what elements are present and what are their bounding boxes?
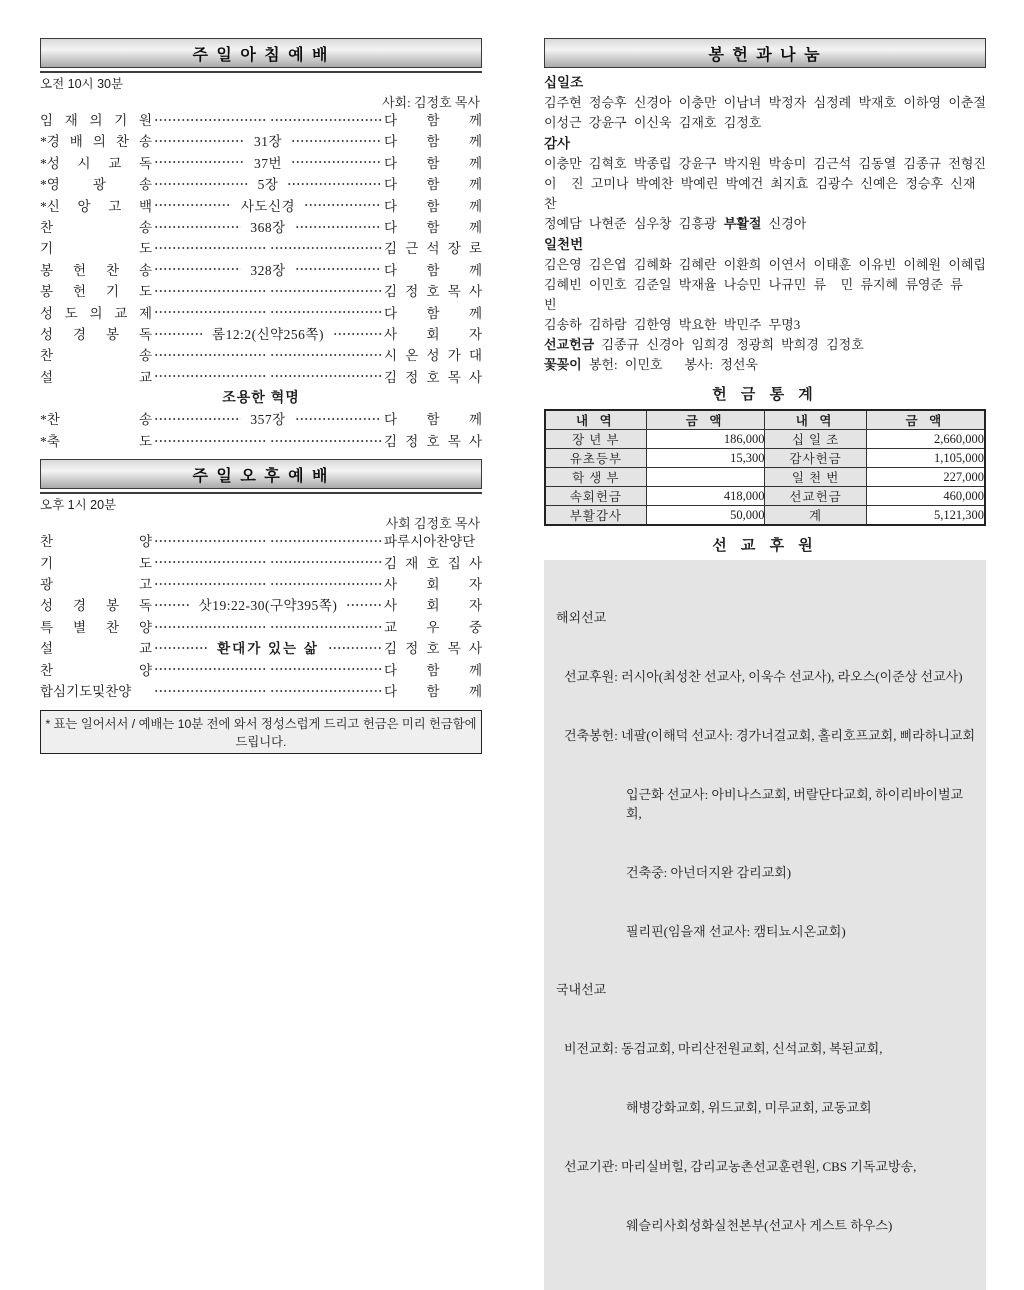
- item-label: 설 교: [40, 641, 152, 657]
- item-value: 31장: [253, 134, 283, 150]
- category-cell: 계: [765, 506, 866, 526]
- thousand-names-line: 김송하 김하람 김한영 박요한 박민주 무명3: [544, 317, 801, 332]
- morning-time: 오전 10시 30분: [40, 77, 124, 91]
- mission-line: 선교기관: 마리실버힐, 감리교농촌선교훈련원, CBS 기독교방송,: [564, 1158, 917, 1174]
- item-label: 기 도: [40, 555, 152, 571]
- service-row: [40, 344, 482, 365]
- table-row: [545, 449, 985, 468]
- dotted-leader: [304, 203, 382, 207]
- dotted-leader: [154, 560, 266, 564]
- amount-cell: 15,300: [646, 449, 765, 468]
- service-row: [40, 173, 482, 194]
- mission-line: 입근화 선교사: 아비나스교회, 버랄단다교회, 하이리바이벌교회,: [626, 786, 964, 822]
- mission-line: 해병강화교회, 위드교회, 미루교회, 교동교회: [626, 1100, 872, 1116]
- dotted-leader: [295, 225, 382, 229]
- service-row: [40, 430, 482, 451]
- item-person: 김 재 호 집 사: [384, 555, 482, 571]
- item-person: 김 근 석 장 로: [384, 241, 482, 257]
- dotted-leader: [287, 182, 382, 186]
- dotted-leader: [154, 225, 241, 229]
- item-label: 성 도 의 교 제: [40, 305, 152, 321]
- item-value: 37번: [253, 155, 283, 171]
- category-cell: 학 생 부: [545, 468, 646, 487]
- item-label: *영 광 송: [40, 177, 152, 193]
- amount-cell: 2,660,000: [866, 430, 985, 449]
- thanks-names-line: 이 진 고미나 박예찬 박예린 박예건 최지효 김광수 신예은 정승후 신재찬: [544, 176, 976, 211]
- dotted-leader: [270, 625, 382, 629]
- dotted-leader: [154, 689, 266, 693]
- column-header: 금 액: [866, 410, 985, 430]
- item-person: 김 정 호 목 사: [384, 433, 482, 449]
- dotted-leader: [154, 203, 232, 207]
- dotted-leader: [154, 310, 266, 314]
- mission-offering-heading: 선교헌금: [544, 337, 595, 352]
- morning-sermon-title: 조용한 혁명: [222, 389, 300, 406]
- dotted-leader: [154, 289, 266, 293]
- item-person: 다 함 께: [384, 262, 483, 278]
- names-text: 정예담 나현준 심우창 김흥광: [544, 216, 724, 231]
- dotted-leader: [346, 603, 382, 607]
- dotted-leader: [270, 310, 382, 314]
- item-value: 사도신경: [240, 198, 296, 214]
- item-person: 다 함 께: [384, 662, 482, 678]
- category-cell: 일 천 번: [765, 468, 866, 487]
- dotted-leader: [154, 182, 249, 186]
- item-person: 다 함 께: [384, 113, 482, 128]
- flowers-heading: 꽃꽂이: [544, 357, 582, 372]
- dotted-leader: [295, 267, 382, 271]
- item-person: 다 함 께: [384, 305, 482, 321]
- dotted-leader: [154, 625, 266, 629]
- item-person: 사 회 자: [384, 577, 482, 593]
- item-person: 교 우 중: [384, 619, 482, 635]
- item-label: 임 재 의 기 원: [40, 113, 152, 128]
- dotted-leader: [270, 246, 382, 250]
- dotted-leader: [154, 353, 266, 357]
- service-row: [40, 152, 482, 173]
- service-row: [40, 237, 482, 258]
- item-person: 시 온 성 가 대: [384, 348, 482, 364]
- thousand-names-line: 김은영 김은엽 김혜화 김혜란 이환희 이연서 이태훈 이유빈 이혜원 이혜립: [544, 257, 986, 272]
- dotted-leader: [154, 160, 245, 164]
- morning-leader: 사회: 김정호 목사: [381, 95, 480, 110]
- dotted-leader: [270, 582, 382, 586]
- flowers-line: [544, 355, 986, 375]
- service-row: [40, 616, 482, 637]
- service-row: [40, 195, 482, 216]
- amount-cell: 227,000: [866, 468, 985, 487]
- dotted-leader: [154, 246, 266, 250]
- amount-cell: 5,121,300: [866, 506, 985, 526]
- dotted-leader: [270, 560, 382, 564]
- mission-line: 필리핀(임을재 선교사: 캠티뇨시온교회): [626, 923, 846, 939]
- item-label: 봉 헌 찬 송: [40, 262, 152, 278]
- category-cell: 장 년 부: [545, 430, 646, 449]
- worship-footnote: * 표는 일어서서 / 예배는 10분 전에 와서 정성스럽게 드리고 헌금은 미리 헌금함에 드립니다.: [40, 710, 482, 754]
- service-row: [40, 408, 482, 429]
- item-value: 롬12:2(신약256쪽): [212, 326, 324, 342]
- item-person: 다 함 께: [384, 198, 483, 214]
- dotted-leader: [291, 160, 382, 164]
- names-text: 신경아: [761, 216, 807, 231]
- item-person: 김 정 호 목 사: [384, 284, 482, 300]
- dotted-leader: [270, 118, 382, 122]
- mission-line: 국내선교: [556, 982, 607, 998]
- amount-cell: 418,000: [646, 487, 765, 506]
- item-label: 성 경 봉 독: [40, 598, 152, 614]
- thanks-names-line: [544, 214, 986, 234]
- category-cell: 선교헌금: [765, 487, 866, 506]
- item-value: 삿19:22-30(구약395쪽): [198, 598, 338, 614]
- amount-cell: 50,000: [646, 506, 765, 526]
- mission-offering-line: [544, 335, 986, 355]
- service-row: [40, 109, 482, 130]
- item-label: 특 별 찬 양: [40, 619, 152, 635]
- item-person: 다 함 께: [384, 219, 483, 235]
- service-row: [40, 552, 482, 573]
- dotted-leader: [295, 417, 382, 421]
- table-row: [545, 430, 985, 449]
- item-label: 기 도: [40, 241, 152, 257]
- mission-line: 해외선교: [556, 610, 607, 626]
- tithe-names-line: 김주현 정승후 신경아 이충만 이남녀 박정자 심정례 박재호 이하영 이춘절: [544, 95, 986, 110]
- category-cell: 속회헌금: [545, 487, 646, 506]
- mission-line: 비전교회: 동검교회, 마리산전원교회, 신석교회, 복된교회,: [564, 1041, 883, 1057]
- item-person: 김 정 호 목 사: [384, 369, 482, 385]
- amount-cell: [646, 468, 765, 487]
- flowers-names: 봉헌: 이민호 봉사: 정선욱: [581, 357, 758, 372]
- thousand-heading: 일천번: [544, 237, 584, 252]
- item-value: 5장: [257, 177, 279, 193]
- service-row: [40, 573, 482, 594]
- dotted-leader: [154, 118, 266, 122]
- offering-stats-table: [544, 409, 986, 526]
- dotted-leader: [328, 646, 382, 650]
- thousand-names-line: 김혜빈 이민호 김준일 박재율 나승민 나규민 류 민 류지혜 류영준 류 빈: [544, 277, 978, 312]
- dotted-leader: [333, 332, 382, 336]
- category-cell: 유초등부: [545, 449, 646, 468]
- amount-cell: 1,105,000: [866, 449, 985, 468]
- offering-section-header: 봉 헌 과 나 눔: [544, 38, 986, 68]
- thanks-heading: 감사: [544, 136, 571, 151]
- amount-cell: 186,000: [646, 430, 765, 449]
- dotted-leader: [154, 539, 266, 543]
- item-value: 328장: [250, 262, 286, 278]
- item-label: 광 고: [40, 577, 152, 593]
- amount-cell: 460,000: [866, 487, 985, 506]
- table-row: [545, 487, 985, 506]
- column-header: 내 역: [765, 410, 866, 430]
- mission-support-box: [544, 560, 986, 1290]
- afternoon-sermon-title: 환대가 있는 삶: [217, 641, 319, 657]
- item-person: 사 회 자: [384, 326, 482, 342]
- item-person: 사 회 자: [384, 598, 482, 614]
- easter-label: 부활절: [723, 216, 762, 231]
- column-header: 내 역: [545, 410, 646, 430]
- mission-line: 건축중: 아넌더지완 감리교회): [626, 864, 792, 880]
- item-value: 357장: [250, 412, 286, 428]
- service-row: [40, 680, 482, 701]
- morning-service-header: 주 일 아 침 예 배: [40, 38, 482, 68]
- mission-line: 웨슬리사회성화실천본부(선교사 게스트 하우스): [626, 1217, 893, 1233]
- item-person: 파루시아찬양단: [384, 534, 476, 550]
- tithe-heading: 십일조: [544, 75, 584, 90]
- category-cell: 부활감사: [545, 506, 646, 526]
- item-label: 합심기도및찬양: [40, 683, 132, 699]
- dotted-leader: [270, 667, 382, 671]
- afternoon-leader: 사회 김정호 목사: [385, 516, 480, 532]
- dotted-leader: [154, 332, 203, 336]
- tithe-names-line: 이성근 강윤구 이신욱 김재호 김정호: [544, 115, 762, 130]
- item-person: 다 함 께: [384, 155, 483, 171]
- dotted-leader: [154, 439, 266, 443]
- service-row: [40, 366, 482, 387]
- mission-line: 건축봉헌: 네팔(이해덕 선교사: 경가너걸교회, 홀리호프교회, 삐라하니교회: [564, 727, 976, 743]
- item-label: *신 앙 고 백: [40, 198, 152, 214]
- dotted-leader: [154, 139, 245, 143]
- service-row: [40, 259, 482, 280]
- table-header-row: [545, 410, 985, 430]
- dotted-leader: [154, 646, 208, 650]
- dotted-leader: [154, 417, 241, 421]
- service-row: [40, 530, 482, 551]
- table-row: [545, 506, 985, 526]
- table-row: [545, 468, 985, 487]
- dotted-leader: [270, 374, 382, 378]
- dotted-leader: [270, 289, 382, 293]
- dotted-leader: [270, 353, 382, 357]
- service-row: [40, 280, 482, 301]
- item-person: 다 함 께: [384, 134, 483, 150]
- left-column: [40, 38, 482, 754]
- dotted-leader: [270, 689, 382, 693]
- service-row: [40, 323, 482, 344]
- item-label: *찬 송: [40, 412, 152, 428]
- dotted-leader: [154, 267, 241, 271]
- item-person: 다 함 께: [384, 412, 483, 428]
- offering-stats-title: 헌 금 통 계: [712, 386, 818, 403]
- dotted-leader: [154, 603, 190, 607]
- item-label: 찬 양: [40, 662, 152, 678]
- afternoon-time: 오후 1시 20분: [40, 498, 117, 513]
- service-row: [40, 130, 482, 151]
- item-label: 봉 헌 기 도: [40, 284, 152, 300]
- item-value: 368장: [250, 219, 286, 235]
- column-header: 금 액: [646, 410, 765, 430]
- service-row: [40, 594, 482, 615]
- mission-offering-names: 김종규 신경아 임희경 정광희 박희경 김정호: [594, 337, 864, 352]
- service-row: [40, 216, 482, 237]
- mission-support-title: 선 교 후 원: [712, 537, 818, 554]
- dotted-leader: [154, 667, 266, 671]
- item-label: *축 도: [40, 433, 152, 449]
- category-cell: 감사헌금: [765, 449, 866, 468]
- afternoon-service-header: 주 일 오 후 예 배: [40, 459, 482, 489]
- right-column: [544, 38, 986, 1290]
- item-label: *성 시 교 독: [40, 155, 152, 171]
- item-person: 다 함 께: [384, 177, 483, 193]
- item-label: 찬 송: [40, 348, 152, 364]
- item-person: 김 정 호 목 사: [384, 641, 482, 657]
- item-label: 성 경 봉 독: [40, 326, 152, 342]
- thanks-names-line: 이충만 김혁호 박종립 강윤구 박지원 박송미 김근석 김동열 김종규 전형진: [544, 156, 986, 171]
- service-row: [40, 637, 482, 658]
- item-label: 찬 양: [40, 534, 152, 550]
- dotted-leader: [154, 582, 266, 586]
- dotted-leader: [270, 539, 382, 543]
- dotted-leader: [270, 439, 382, 443]
- mission-line: 선교후원: 러시아(최성찬 선교사, 이욱수 선교사), 라오스(이준상 선교사): [564, 668, 963, 684]
- dotted-leader: [291, 139, 382, 143]
- category-cell: 십 일 조: [765, 430, 866, 449]
- dotted-leader: [154, 374, 266, 378]
- item-label: 설 교: [40, 369, 152, 385]
- item-label: *경 배 의 찬 송: [40, 134, 152, 150]
- item-label: 찬 송: [40, 219, 152, 235]
- service-row: [40, 659, 482, 680]
- item-person: 다 함 께: [384, 683, 482, 699]
- service-row: [40, 302, 482, 323]
